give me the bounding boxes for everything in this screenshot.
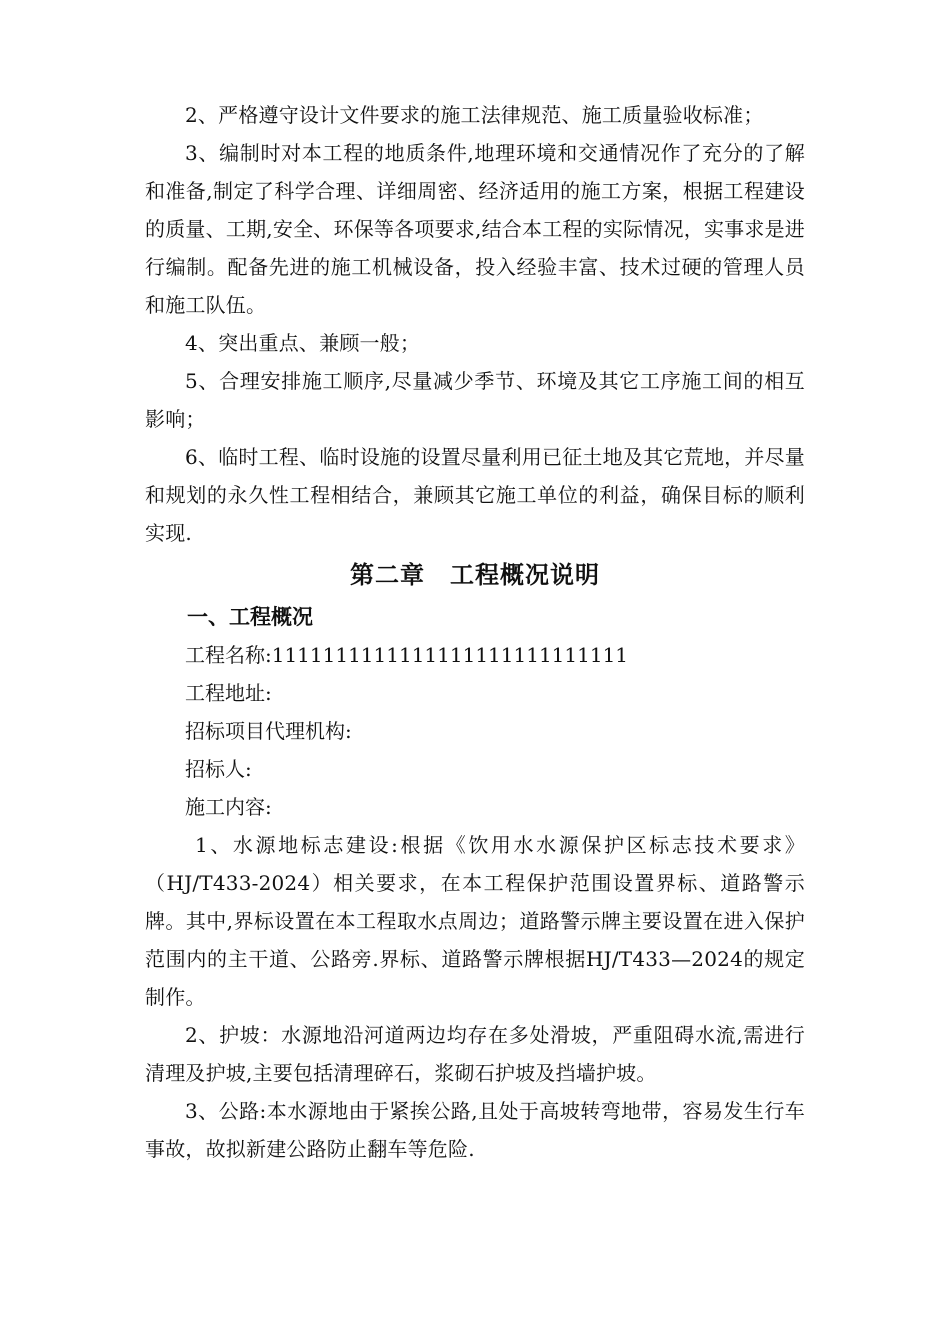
tenderer-field: 招标人: [185,757,252,781]
tender-agency-field: 招标项目代理机构: [185,719,352,743]
section-title: 一、工程概况 [187,604,313,629]
principle-6: 6、临时工程、临时设施的设置尽量利用已征土地及其它荒地，并尽量和规划的永久性工程相结合，兼顾其它施工单位的利益，确保目标的顺利实现. [145,445,805,545]
content-item-3: 3、公路:本水源地由于紧挨公路,且处于高坡转弯地带，容易发生行车事故，故拟新建公路防止翻车等危险. [145,1099,805,1161]
principle-4: 4、突出重点、兼顾一般； [185,331,421,355]
principle-3: 3、编制时对本工程的地质条件,地理环境和交通情况作了充分的了解和准备,制定了科学合理、详细周密、经济适用的施工方案，根据工程建设的质量、工期,安全、环保等各项要求,结合本工程的实际情况，实事求是进行编制。配备先进的施工机械设备，投入经验丰富、技术过硬的管理人员和施工队伍。 [145,141,805,317]
principle-2: 2、严格遵守设计文件要求的施工法律规范、施工质量验收标准； [185,103,764,127]
project-address-field: 工程地址: [185,681,272,705]
principle-5: 5、合理安排施工顺序,尽量减少季节、环境及其它工序施工间的相互影响； [145,369,805,431]
document-page [145,96,805,1168]
content-item-2: 2、护坡：水源地沿河道两边均存在多处滑坡，严重阻碍水流,需进行清理及护坡,主要包括清理碎石，浆砌石护坡及挡墙护坡。 [145,1023,805,1085]
chapter-title: 第二章 工程概况说明 [350,560,600,589]
construction-content-field: 施工内容: [185,795,272,819]
content-item-1: 1、水源地标志建设:根据《饮用水水源保护区标志技术要求》（HJ/T433-2024）相关要求，在本工程保护范围设置界标、道路警示牌。其中,界标设置在本工程取水点周边；道路警示牌主要设置在进入保护范围内的主干道、公路旁.界标、道路警示牌根据HJ/T433—2024的规定制作。 [145,833,805,1009]
project-name-field: 工程名称:1111111111111111111111111111 [185,643,629,667]
